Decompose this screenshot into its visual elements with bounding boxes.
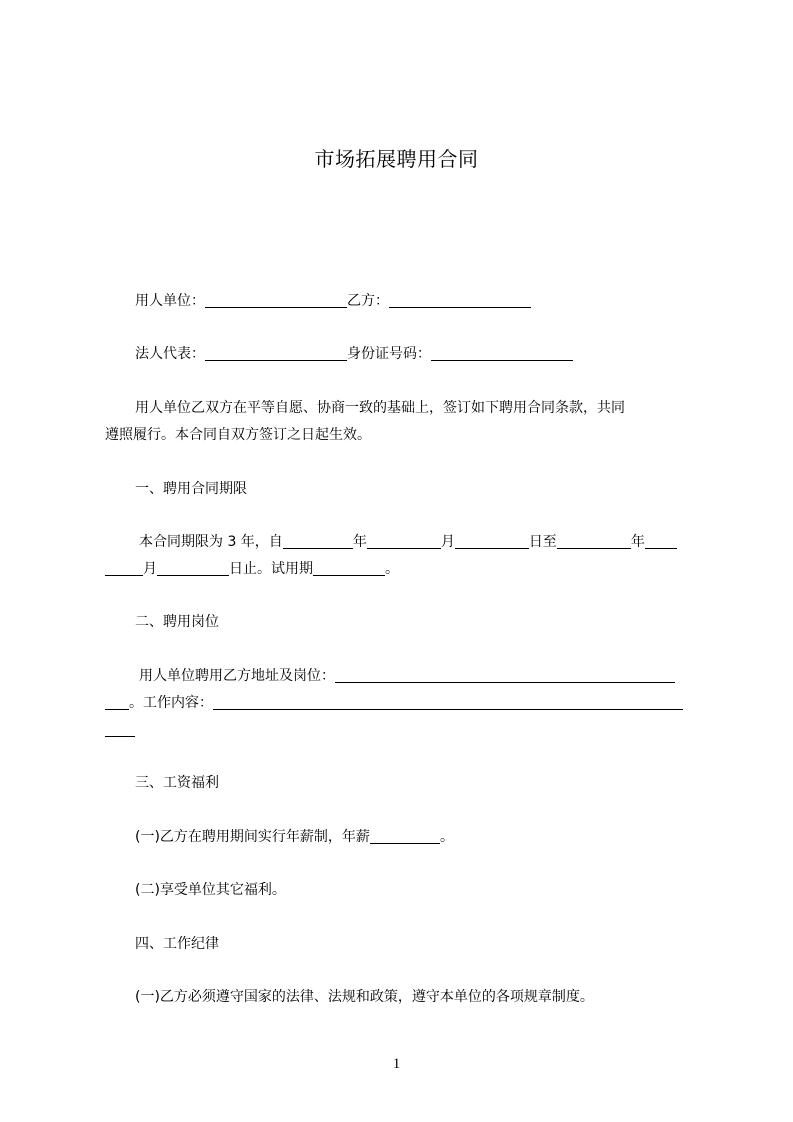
id-label: 身份证号码： — [347, 346, 431, 362]
end-month-blank-a[interactable] — [645, 534, 677, 549]
post-blank-b[interactable] — [105, 695, 129, 710]
post-line-1 — [105, 666, 739, 686]
rep-line — [105, 344, 735, 364]
section-2-title: 二、聘用岗位 — [135, 614, 219, 630]
year-label-2: 年 — [630, 534, 645, 550]
id-blank[interactable] — [431, 346, 573, 361]
party-b-label: 乙方： — [347, 293, 389, 309]
post-line-2 — [105, 693, 705, 713]
start-day-blank[interactable] — [455, 534, 529, 549]
party-line — [105, 291, 735, 311]
section-4-title: 四、工作纪律 — [135, 936, 219, 952]
benefit-line: (二)享受单位其它福利。 — [135, 882, 286, 898]
intro-line-1: 用人单位乙双方在平等自愿、协商一致的基础上，签订如下聘用合同条款，共同 — [135, 400, 625, 416]
day-to-label: 日至 — [528, 534, 557, 550]
work-content-blank-a[interactable] — [213, 695, 683, 710]
page-number: 1 — [392, 1056, 401, 1072]
start-year-blank[interactable] — [283, 534, 353, 549]
section-1-title: 一、聘用合同期限 — [135, 481, 247, 497]
post-line-3 — [105, 720, 705, 740]
trial-period-blank[interactable] — [313, 561, 385, 576]
term-line-1 — [105, 532, 739, 552]
legal-rep-label: 法人代表： — [135, 346, 205, 362]
period-mark: 。 — [385, 561, 399, 577]
year-label: 年 — [352, 534, 367, 550]
discipline-line: (一)乙方必须遵守国家的法律、法规和政策，遵守本单位的各项规章制度。 — [135, 989, 594, 1005]
work-content-blank-b[interactable] — [105, 722, 135, 737]
party-b-blank[interactable] — [389, 293, 531, 308]
salary-line — [105, 827, 735, 847]
end-year-blank[interactable] — [557, 534, 631, 549]
party-a-label: 用人单位： — [135, 293, 205, 309]
salary-text: (一)乙方在聘用期间实行年薪制，年薪 — [135, 829, 370, 845]
day-end-trial-label: 日止。试用期 — [229, 561, 313, 577]
legal-rep-blank[interactable] — [205, 346, 347, 361]
term-text: 本合同期限为 3 年，自 — [139, 534, 283, 550]
post-blank-a[interactable] — [335, 668, 675, 683]
work-content-label: 。工作内容： — [129, 695, 213, 711]
intro-line-2: 遵照履行。本合同自双方签订之日起生效。 — [105, 427, 371, 443]
end-day-blank[interactable] — [157, 561, 229, 576]
end-month-blank-b[interactable] — [105, 561, 143, 576]
post-label: 用人单位聘用乙方地址及岗位： — [139, 668, 335, 684]
party-a-blank[interactable] — [205, 293, 347, 308]
month-label: 月 — [440, 534, 455, 550]
period-mark-2: 。 — [439, 829, 454, 845]
section-3-title: 三、工资福利 — [135, 775, 219, 791]
month-label-2: 月 — [143, 561, 157, 577]
salary-blank[interactable] — [370, 829, 440, 844]
start-month-blank[interactable] — [367, 534, 441, 549]
term-line-2 — [105, 559, 705, 579]
document-title: 市场拓展聘用合同 — [314, 147, 479, 171]
